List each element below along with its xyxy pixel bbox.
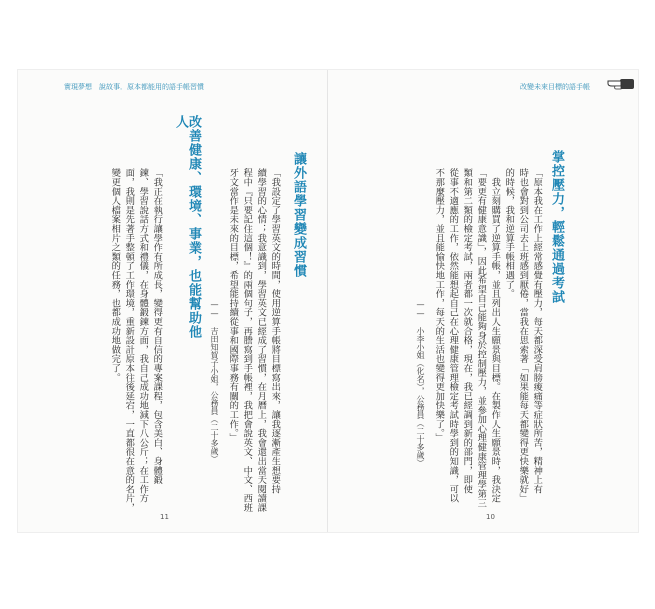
left-s2-line-3: 面，我則是先著手整頓了工作環境，重新設計原本往後延宕，一直都很在意的名片， [123,168,135,513]
right-line-6: 類和第二類的檢定考試，兩者都一次就合格，現在，我已經調到新的部門，即使 [461,168,473,494]
running-header-left: 實現夢想 說故事．原本都能用的語手帳習慣 [64,83,204,91]
left-s2-line-4: 變更個人檔案相片之類的任務，也都成功地做完了。 [109,168,121,382]
right-line-1: 「原本我在工作上經常感覺有壓力，每天都深受肩膀痠痛等症狀所苦，精神上有 [531,168,543,494]
left-s2-line-2: 鍊、學習說話方式和禮儀，在身體鍛鍊方面，我自己成功地減下八公斤；在工作方 [137,168,149,503]
left-s1-line-1: 「我設定了學習英文的時間，使用逆算手帳將目標寫出來，讓我逐漸產生想要持 [269,168,281,494]
left-s1-line-4: 牙文當作是未來的目標，希望能持續從事和國際事務有關的工作。」 [227,168,239,443]
pointing-hand-icon [606,74,636,96]
right-line-4: 我立刻購買了逆算手帳，並且列出人生願景與目標。在製作人生願景時，我決定 [489,168,501,503]
right-line-8: 不那麼壓力，並且能愉快地工作，每天的生活也變得更加快樂了。」 [433,168,445,443]
page-number-right: 10 [486,513,495,521]
left-s1-line-3: 程中『只要記住這個！』的兩個句子，再謄寫到手帳裡，我把會說英文、中文、西班 [241,168,253,513]
right-line-2: 時也會對到公司去上班感到厭倦，當我在思索著「如果能每天都變得更快樂就好」 [517,168,529,503]
right-line-5: 「要更有健康意識」，因此希望自己能夠身於控制壓力，並參加心理健康管理學第三 [475,168,487,508]
heading-health-environment: 改善健康、環境、事業，也能幫助他人 [173,115,201,339]
right-line-3: 的時候，我和逆算手帳相遇了。 [503,168,515,299]
left-s1-line-2: 續學習的心情；我意識到，學習英文已經成了習慣，在月曆上，我會還出當天閱讀課 [255,168,267,513]
right-line-7: 從事不適應的工作，依然能想起自己在心理健康管理檢定考試時學到的知識，可以 [447,168,459,503]
running-header-right: 改變未來目標的語手帳 [520,83,590,91]
right-attribution: —— 小李小姐（化名），公務員（二十多歲） [416,300,425,467]
left-s2-line-1: 「我正在執行讓學作有所成長，變得更有自信的專案課程，包含美白、身體鍛 [151,168,163,485]
book-gutter [327,70,328,532]
page-number-left: 11 [160,513,169,521]
heading-language-habit: 讓外語學習變成習慣 [291,152,306,278]
left-s1-attribution: —— 吉田知賀子小姐，公務員（二十多歲） [210,300,219,463]
heading-stress-exam: 掌控壓力，輕鬆通過考試 [549,150,564,304]
